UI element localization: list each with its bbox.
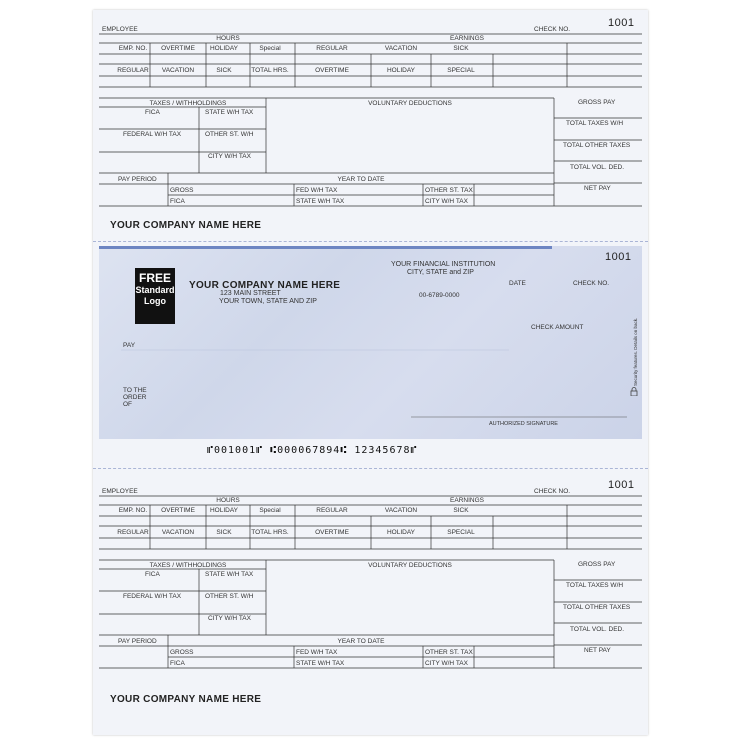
earnings-regular: REGULAR <box>316 507 348 514</box>
earnings-sick: SICK <box>453 45 469 52</box>
company-logo: FREE Standard Logo <box>135 268 175 324</box>
perforation-bottom <box>93 468 648 469</box>
hours-holiday: HOLIDAY <box>209 45 239 52</box>
total-other-taxes-label: TOTAL OTHER TAXES <box>563 142 631 149</box>
hours-sick: SICK <box>216 67 232 74</box>
tax-other-state: OTHER ST. W/H <box>205 593 254 600</box>
gross-pay-label: GROSS PAY <box>578 99 616 106</box>
pay-period-label: PAY PERIOD <box>118 638 157 645</box>
bank-city: CITY, STATE and ZIP <box>407 269 474 276</box>
check-town: YOUR TOWN, STATE AND ZIP <box>219 298 317 305</box>
earnings-special: SPECIAL <box>447 529 475 536</box>
earnings-vacation: VACATION <box>384 45 418 52</box>
tax-state: STATE W/H TAX <box>205 571 254 578</box>
earnings-regular: REGULAR <box>316 45 348 52</box>
ytd-fed: FED W/H TAX <box>296 187 338 194</box>
voluntary-label: VOLUNTARY DEDUCTIONS <box>368 100 452 107</box>
hours-sick: SICK <box>216 529 232 536</box>
earnings-sick: SICK <box>453 507 469 514</box>
check-face-no-label: CHECK NO. <box>573 280 610 287</box>
ytd-other-state: OTHER ST. TAX <box>425 649 473 656</box>
date-label: DATE <box>509 280 526 287</box>
earnings-special: SPECIAL <box>447 67 475 74</box>
tax-federal: FEDERAL W/H TAX <box>123 131 182 138</box>
stub-company-name: YOUR COMPANY NAME HERE <box>110 220 262 231</box>
earnings-holiday: HOLIDAY <box>386 529 416 536</box>
total-taxes-label: TOTAL TAXES W/H <box>566 582 624 589</box>
hours-total: TOTAL HRS. <box>251 67 289 74</box>
lock-icon <box>630 387 638 396</box>
routing-fraction: 00-6789-0000 <box>419 292 460 299</box>
net-pay-label: NET PAY <box>584 647 611 654</box>
check-number: 1001 <box>605 251 632 263</box>
order-label-2: ORDER <box>123 394 147 401</box>
tax-fica: FICA <box>145 109 160 116</box>
hours-overtime: OVERTIME <box>161 45 195 52</box>
check-street: 123 MAIN STREET <box>220 290 281 297</box>
order-label-3: OF <box>123 401 133 408</box>
top-stub <box>93 10 648 240</box>
check-company-name: YOUR COMPANY NAME HERE <box>189 280 341 291</box>
ytd-fed: FED W/H TAX <box>296 649 338 656</box>
ytd-fica: FICA <box>170 198 185 205</box>
tax-fica: FICA <box>145 571 160 578</box>
tax-state: STATE W/H TAX <box>205 109 254 116</box>
stub-check-number: 1001 <box>608 479 635 491</box>
gross-pay-label: GROSS PAY <box>578 561 616 568</box>
hours-label: HOURS <box>216 35 240 42</box>
earnings-overtime: OVERTIME <box>315 529 349 536</box>
earnings-vacation: VACATION <box>384 507 418 514</box>
total-taxes-label: TOTAL TAXES W/H <box>566 120 624 127</box>
ytd-gross: GROSS <box>170 649 194 656</box>
ytd-fica: FICA <box>170 660 185 667</box>
pay-period-label: PAY PERIOD <box>118 176 157 183</box>
voluntary-label: VOLUNTARY DEDUCTIONS <box>368 562 452 569</box>
ytd-gross: GROSS <box>170 187 194 194</box>
ytd-city: CITY W/H TAX <box>425 660 468 667</box>
stub-company-name: YOUR COMPANY NAME HERE <box>110 694 262 705</box>
earnings-label: EARNINGS <box>450 497 484 504</box>
taxes-label: TAXES / WITHHOLDINGS <box>149 100 227 107</box>
tax-federal: FEDERAL W/H TAX <box>123 593 182 600</box>
hours-regular: REGULAR <box>117 529 149 536</box>
tax-city: CITY W/H TAX <box>208 153 251 160</box>
taxes-label: TAXES / WITHHOLDINGS <box>149 562 227 569</box>
tax-city: CITY W/H TAX <box>208 615 251 622</box>
ytd-state: STATE W/H TAX <box>296 660 345 667</box>
ytd-label: YEAR TO DATE <box>337 638 385 645</box>
hours-special: Special <box>259 507 281 514</box>
net-pay-label: NET PAY <box>584 185 611 192</box>
ytd-state: STATE W/H TAX <box>296 198 345 205</box>
check-face <box>99 246 642 439</box>
earnings-label: EARNINGS <box>450 35 484 42</box>
check-no-label: CHECK NO. <box>534 26 571 33</box>
check-amount-label: CHECK AMOUNT <box>531 324 584 331</box>
hours-emp-no: EMP. NO. <box>118 507 148 514</box>
earnings-holiday: HOLIDAY <box>386 67 416 74</box>
order-label-1: TO THE <box>123 387 147 394</box>
hours-overtime: OVERTIME <box>161 507 195 514</box>
tax-other-state: OTHER ST. W/H <box>205 131 254 138</box>
bottom-stub <box>93 472 648 705</box>
hours-special: Special <box>259 45 281 52</box>
ytd-other-state: OTHER ST. TAX <box>425 187 473 194</box>
earnings-overtime: OVERTIME <box>315 67 349 74</box>
bank-name: YOUR FINANCIAL INSTITUTION <box>391 261 496 268</box>
hours-vacation: VACATION <box>161 529 195 536</box>
hours-label: HOURS <box>216 497 240 504</box>
ytd-label: YEAR TO DATE <box>337 176 385 183</box>
payroll-check-sheet <box>93 10 648 735</box>
total-vol-ded-label: TOTAL VOL. DED. <box>570 626 625 633</box>
security-text: Security features. Details on back. <box>633 317 638 386</box>
total-vol-ded-label: TOTAL VOL. DED. <box>570 164 625 171</box>
check-no-label: CHECK NO. <box>534 488 571 495</box>
hours-emp-no: EMP. NO. <box>118 45 148 52</box>
signature-label: AUTHORIZED SIGNATURE <box>489 421 558 427</box>
employee-label: EMPLOYEE <box>102 488 138 495</box>
employee-label: EMPLOYEE <box>102 26 138 33</box>
perforation-top <box>93 241 648 242</box>
micr-line: ⑈001001⑈ ⑆000067894⑆ 12345678⑈ <box>207 445 418 456</box>
hours-holiday: HOLIDAY <box>209 507 239 514</box>
hours-total: TOTAL HRS. <box>251 529 289 536</box>
hours-regular: REGULAR <box>117 67 149 74</box>
pay-label: PAY <box>123 342 136 349</box>
check-lines <box>99 246 642 439</box>
stub-check-number: 1001 <box>608 17 635 29</box>
ytd-city: CITY W/H TAX <box>425 198 468 205</box>
hours-vacation: VACATION <box>161 67 195 74</box>
total-other-taxes-label: TOTAL OTHER TAXES <box>563 604 631 611</box>
